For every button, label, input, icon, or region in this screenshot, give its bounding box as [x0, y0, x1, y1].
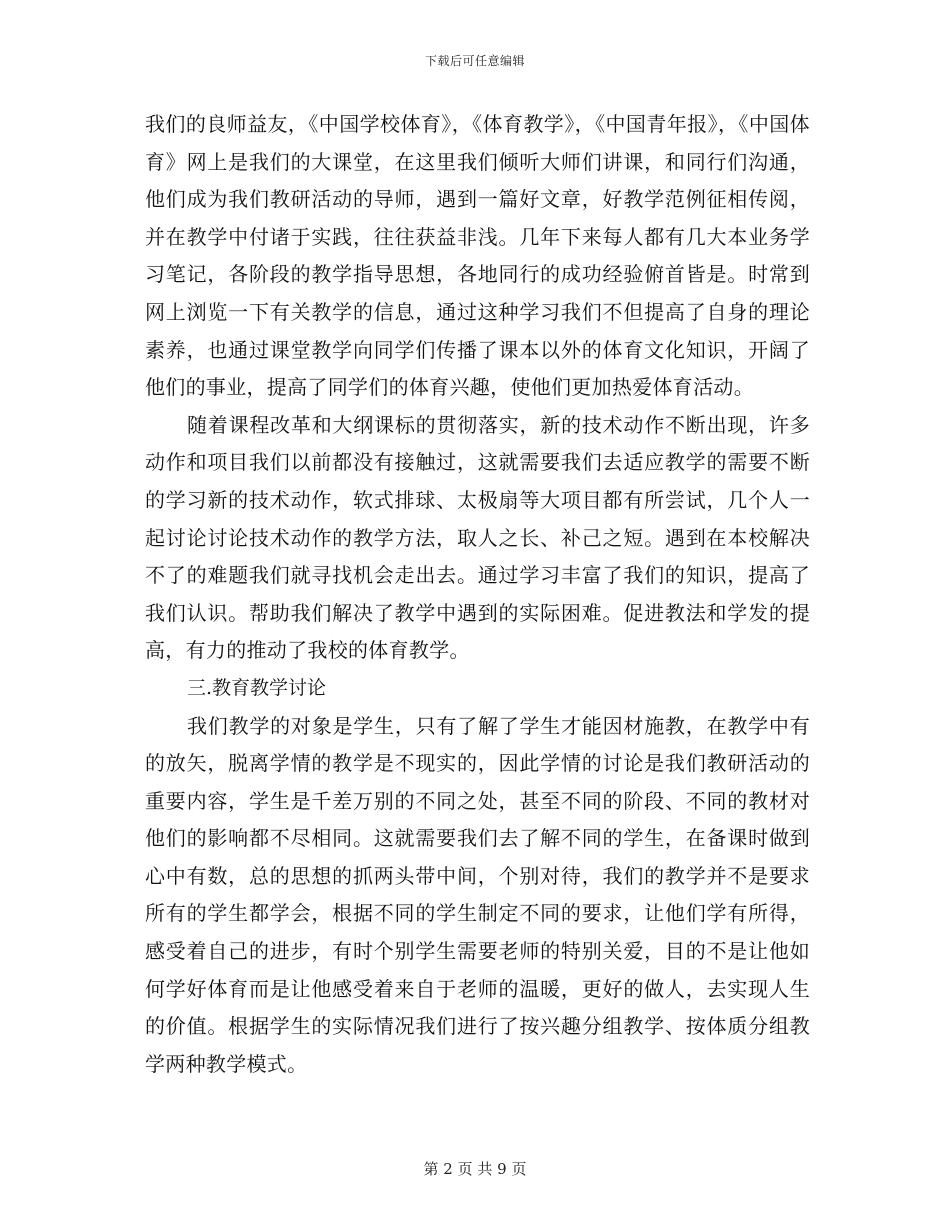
- section-heading: 三.教育教学讨论: [187, 676, 327, 699]
- paragraph-study-resources: 我们的良师益友，《中国学校体育》，《体育教学》，《中国青年报》，《中国体育》网上是我们的大课堂，在这里我们倾听大师们讲课，和同行们沟通，他们成为我们教研活动的导师，遇到一篇好文章，好教学范例征相传阅，并在教学中付诸于实践，往往获益非浅。几年下来每人都有几大本业务学习笔记，各阶段的教学指导思想，各地同行的成功经验俯首皆是。时常到网上浏览一下有关教学的信息，通过这种学习我们不但提高了自身的理论素养，也通过课堂教学向同学们传播了课本以外的体育文化知识，开阔了他们的事业，提高了同学们的体育兴趣，使他们更加热爱体育活动。: [145, 112, 810, 400]
- paragraph-student-discussion: 我们教学的对象是学生，只有了解了学生才能因材施教，在教学中有的放矢，脱离学情的教学是不现实的，因此学情的讨论是我们教研活动的重要内容，学生是千差万别的不同之处，甚至不同的阶段、不同的教材对他们的影响都不尽相同。这就需要我们去了解不同的学生，在备课时做到心中有数，总的思想的抓两头带中间，个别对待，我们的教学并不是要求所有的学生都学会，根据不同的学生制定不同的要求，让他们学有所得，感受着自己的进步，有时个别学生需要老师的特别关爱，目的不是让他如何学好体育而是让他感受着来自于老师的温暖，更好的做人，去实现人生的价值。根据学生的实际情况我们进行了按兴趣分组教学、按体质分组教学两种教学模式。: [145, 713, 810, 1076]
- page-header: 下载后可任意编辑: [424, 54, 525, 68]
- paragraph-new-techniques: 随着课程改革和大纲课标的贯彻落实，新的技术动作不断出现，许多动作和项目我们以前都没有接触过，这就需要我们去适应教学的需要不断的学习新的技术动作，软式排球、太极扇等大项目都有所尝试，几个人一起讨论讨论技术动作的教学方法，取人之长、补己之短。遇到在本校解决不了的难题我们就寻找机会走出去。通过学习丰富了我们的知识，提高了我们认识。帮助我们解决了教学中遇到的实际困难。促进教法和学发的提高，有力的推动了我校的体育教学。: [145, 412, 810, 663]
- document-body: [145, 106, 810, 1083]
- page-number-footer: 第 2 页 共 9 页: [423, 1160, 527, 1178]
